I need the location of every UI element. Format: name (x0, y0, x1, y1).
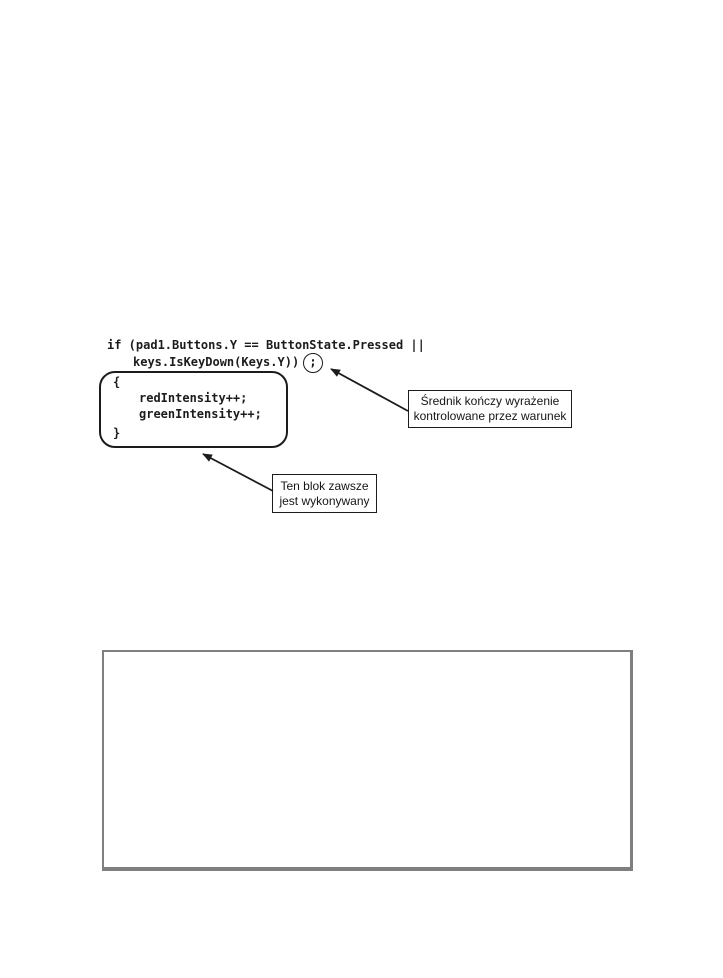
empty-frame-box (102, 650, 633, 871)
callout-block (272, 474, 377, 513)
circled-semicolon: ; (303, 353, 323, 373)
callout-block-line2: jest wykonywany (279, 493, 370, 508)
code-block-close-brace: } (113, 426, 121, 440)
code-condition-line2: keys.IsKeyDown(Keys.Y)) (133, 355, 300, 369)
callout-block-line1: Ten blok zawsze (280, 478, 369, 493)
callout-semicolon-line2: kontrolowane przez warunek (413, 409, 567, 423)
code-condition-line1: if (pad1.Buttons.Y == ButtonState.Pressed || (107, 338, 425, 352)
code-block-line1: redIntensity++; (139, 391, 248, 405)
callout-semicolon-line1: Średnik kończy wyrażenie (420, 394, 560, 408)
arrow-to-block-icon (203, 454, 273, 491)
arrow-to-semicolon-icon (331, 369, 408, 411)
callout-semicolon (408, 390, 572, 428)
code-block-line2: greenIntensity++; (139, 407, 262, 421)
code-block-open-brace: { (113, 375, 121, 389)
